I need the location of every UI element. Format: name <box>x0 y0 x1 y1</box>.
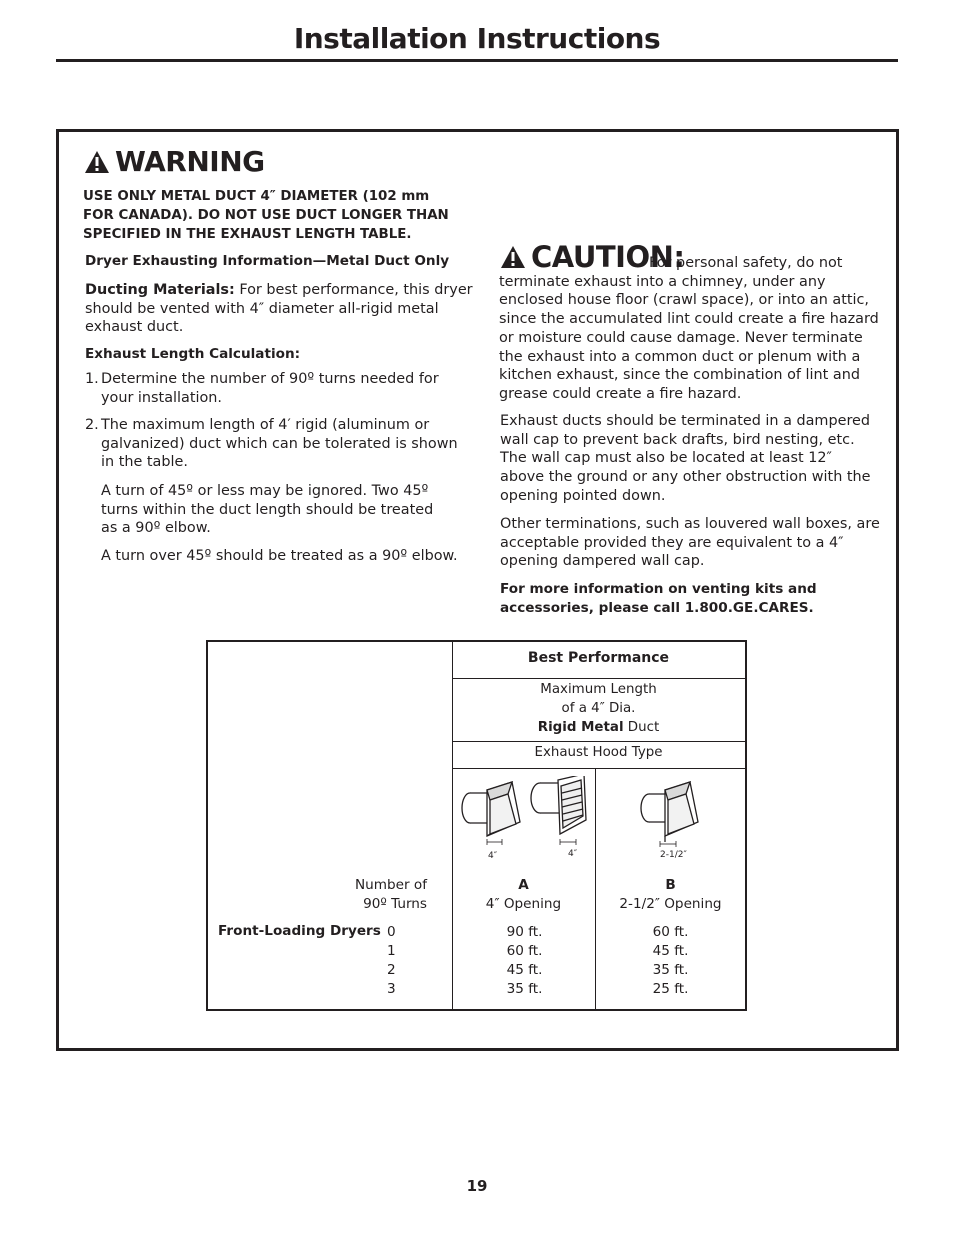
turn-note-1: A turn of 45º or less may be ignored. Two 45º turns within the duct length should be treated as a 90º elbow. <box>101 483 434 537</box>
table-cell-b: 35 ft. <box>652 962 689 978</box>
turns-label <box>320 876 427 913</box>
turns-column <box>387 923 396 999</box>
page-title: Installation Instructions <box>293 22 661 55</box>
table-cell-b: 25 ft. <box>652 981 689 997</box>
rigid-metal-label: Rigid Metal <box>537 720 624 735</box>
max-length-line-2: of a 4″ Dia. <box>561 701 636 716</box>
list-item <box>85 370 475 407</box>
duct-label: Duct <box>623 720 660 735</box>
list-item-text: The maximum length of 4′ rigid (aluminum or galvanized) duct which can be tolerated is shown in the table. <box>101 417 458 471</box>
title-rule <box>56 59 898 62</box>
table-cell-turns: 1 <box>387 943 396 959</box>
termination-paragraph: Exhaust ducts should be terminated in a dampered wall cap to prevent back drafts, bird nesting, etc. The wall cap must also be located at least 12″ above the ground or any other obstruction with the opening pointed down. <box>500 413 871 504</box>
table-cell-b: 60 ft. <box>652 924 689 940</box>
column-b-header <box>596 876 745 913</box>
hood-b-icon <box>641 782 698 842</box>
turn-note-2: A turn over 45º should be treated as a 90º elbow. <box>101 548 458 564</box>
list-item-number: 1. <box>85 371 99 387</box>
dim-label-b: 2-1/2″ <box>660 850 687 860</box>
table-header: Best Performance <box>527 650 670 666</box>
warning-text: USE ONLY METAL DUCT 4″ DIAMETER (102 mm FOR CANADA). DO NOT USE DUCT LONGER THAN SPECIFIED IN THE EXHAUST LENGTH TABLE. <box>83 189 449 242</box>
warning-triangle-icon <box>84 150 110 174</box>
row-label: Front-Loading Dryers <box>218 923 381 939</box>
list-item-number: 2. <box>85 417 99 433</box>
column-b-values <box>596 923 745 999</box>
table-divider-horizontal <box>452 768 745 769</box>
max-length-label <box>452 680 745 737</box>
table-divider-horizontal <box>452 741 745 742</box>
caution-text: For personal safety, do not terminate exhaust into a chimney, under any enclosed house floor (crawl space), or into an attic, since the accumulated lint could create a fire hazard or moisture could cause damage. Never terminate the exhaust into a common duct or plenum with a kitchen exhaust, since the combination of lint and grease could create a fire hazard. <box>499 255 879 402</box>
dim-label-a2: 4″ <box>568 849 578 859</box>
warning-label: WARNING <box>115 145 265 178</box>
turns-label-line-1: Number of <box>354 877 427 893</box>
section-subheading: Dryer Exhausting Information—Metal Duct Only <box>85 253 450 269</box>
table-cell-turns: 3 <box>387 981 396 997</box>
other-terminations-paragraph: Other terminations, such as louvered wall boxes, are acceptable provided they are equivalent to a 4″ opening dampered wall cap. <box>500 516 880 570</box>
max-length-line-1: Maximum Length <box>540 682 657 697</box>
table-cell-b: 45 ft. <box>652 943 689 959</box>
turns-label-line-2: 90º Turns <box>363 895 427 912</box>
calc-heading: Exhaust Length Calculation: <box>85 346 301 362</box>
table-cell-turns: 0 <box>387 924 396 940</box>
hood-b-illustration <box>638 778 708 850</box>
column-b-letter: B <box>665 877 676 893</box>
table-cell-a: 45 ft. <box>506 962 543 978</box>
ducting-label: Ducting Materials: <box>85 282 235 298</box>
caution-label: CAUTION: <box>531 240 685 274</box>
dim-label-a1: 4″ <box>488 851 498 861</box>
list-item-text: Determine the number of 90º turns needed for your installation. <box>101 371 439 406</box>
column-a-letter: A <box>518 877 529 893</box>
table-cell-a: 60 ft. <box>506 943 543 959</box>
ducting-text: For best performance, this dryer should be vented with 4″ diameter all-rigid metal exhaust duct. <box>85 282 473 336</box>
warning-heading <box>84 145 265 178</box>
table-cell-a: 90 ft. <box>506 924 543 940</box>
table-cell-turns: 2 <box>387 962 396 978</box>
ducting-materials <box>85 281 475 337</box>
table-divider-horizontal <box>452 678 745 679</box>
page-number: 19 <box>466 1177 488 1195</box>
hood-a-icon <box>462 782 520 836</box>
hood-type-label: Exhaust Hood Type <box>534 745 663 760</box>
column-a-header <box>452 876 595 913</box>
column-a-label: 4″ Opening <box>485 895 562 912</box>
column-a-values <box>452 923 597 999</box>
louvered-hood-icon <box>531 776 586 834</box>
column-b-label: 2-1/2″ Opening <box>619 895 722 912</box>
list-item <box>85 416 475 472</box>
duct-type-line <box>452 718 745 737</box>
contact-info: For more information on venting kits and accessories, please call 1.800.GE.CARES. <box>500 581 817 616</box>
table-cell-a: 35 ft. <box>506 981 543 997</box>
